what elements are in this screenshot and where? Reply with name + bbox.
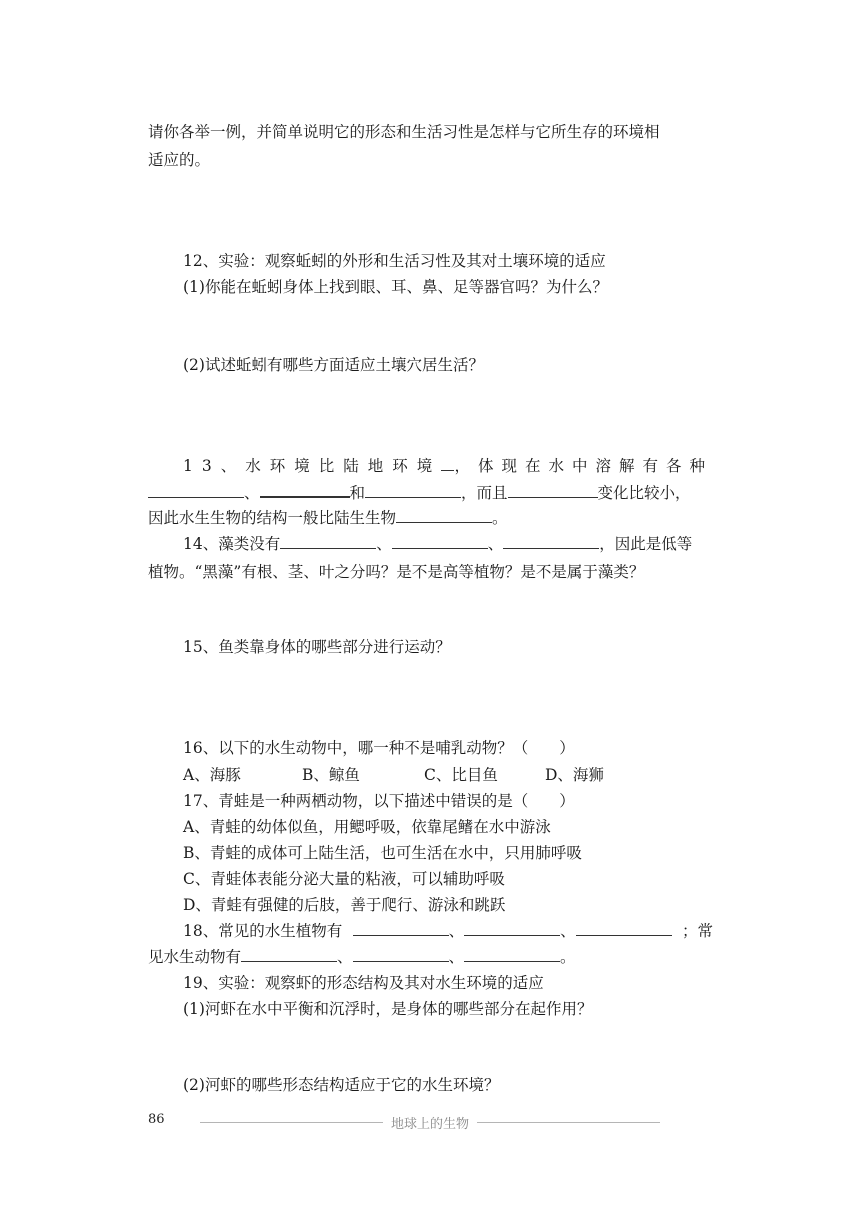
q17-option-c: C、青蛙体表能分泌大量的粘液，可以辅助呼吸 [183,870,505,888]
q13-blank-3 [260,481,350,498]
q18-blank-2 [464,920,560,936]
q13-text-1: 13、水环境比陆地环境 [183,457,442,475]
question-13-line-1 [183,455,713,477]
q13-text-6: 。 [492,509,508,527]
q13-blank-4 [365,482,461,498]
q18-sep-2: 、 [560,922,576,940]
question-12-sub-2: (2)试述蚯蚓有哪些方面适应土壤穴居生活？ [183,356,484,374]
question-18-line-2 [148,946,576,968]
q14-text-2: ，因此是低等 [599,535,693,553]
question-19-sub-1: (1)河虾在水中平衡和沉浮时，是身体的哪些部分在起作用？ [183,1000,593,1018]
q18-blank-3 [576,920,672,936]
q16-option-b: B、鲸鱼 [302,766,360,784]
q18-text-2: ；常 [681,922,713,940]
q13-blank-1 [441,455,454,471]
question-13-line-2 [148,481,691,504]
q13-blank-2 [148,482,244,498]
q13-text-2: ，体现在水中溶解有各种 [454,457,713,475]
q18-text-4: 。 [560,948,576,966]
q13-text-3: ，而且 [461,484,508,502]
question-16-title: 16、以下的水生动物中，哪一种不是哺乳动物？（ ） [183,739,575,757]
q13-blank-5 [508,482,598,498]
q13-text-5: 因此水生生物的结构一般比陆生生物 [148,509,397,527]
q17-option-b: B、青蛙的成体可上陆生活，也可生活在水中，只用肺呼吸 [183,844,582,862]
q18-blank-6 [464,946,560,962]
q13-sep-1: 、 [244,484,260,502]
q17-option-a: A、青蛙的幼体似鱼，用鳃呼吸，依靠尾鳍在水中游泳 [183,818,551,836]
q18-blank-5 [353,946,449,962]
q18-text-3: 见水生动物有 [148,948,242,966]
question-14-line-1 [183,533,692,555]
q17-option-d: D、青蛙有强健的后肢，善于爬行、游泳和跳跃 [183,896,506,914]
q18-sep-1: 、 [448,922,465,940]
intro-line-1: 请你各举一例，并简单说明它的形态和生活习性是怎样与它所生存的环境相 [148,123,660,141]
q14-sep-2: 、 [487,535,504,553]
q18-blank-1 [353,920,449,936]
question-16-options [183,764,604,786]
q16-option-a: A、海豚 [183,766,241,784]
q14-blank-1 [280,533,376,549]
footer-rule-left [200,1122,383,1123]
question-17-title: 17、青蛙是一种两栖动物，以下描述中错误的是（ ） [183,792,575,810]
question-12-title: 12、实验：观察蚯蚓的外形和生活习性及其对土壤环境的适应 [183,252,606,270]
q14-text-1: 14、藻类没有 [183,535,281,553]
intro-line-2: 适应的。 [148,151,211,169]
q13-blank-6 [396,507,492,523]
q18-blank-4 [241,946,337,962]
q18-text-1: 18、常见的水生植物有 [183,922,343,940]
footer-running-title [200,1113,660,1132]
q13-text-4: 变化比较小， [597,484,691,502]
q18-sep-4: 、 [448,948,465,966]
page-number: 86 [148,1112,165,1127]
footer-title: 地球上的生物 [391,1117,470,1132]
q16-option-d: D、海狮 [545,766,604,784]
footer-rule-right [477,1122,660,1123]
question-15-title: 15、鱼类靠身体的哪些部分进行运动？ [183,638,451,656]
q18-sep-3: 、 [337,948,353,966]
q13-and: 和 [349,484,366,502]
q14-sep-1: 、 [376,535,392,553]
question-13-line-3 [148,507,508,529]
question-19-sub-2: (2)河虾的哪些形态结构适应于它的水生环境？ [183,1076,500,1094]
question-12-sub-1: (1)你能在蚯蚓身体上找到眼、耳、鼻、足等器官吗？为什么？ [183,278,608,296]
question-19-title: 19、实验：观察虾的形态结构及其对水生环境的适应 [183,974,544,992]
question-14-line-2: 植物。“黑藻”有根、茎、叶之分吗？是不是高等植物？是不是属于藻类？ [148,563,645,581]
q14-blank-2 [392,533,488,549]
question-18-line-1 [183,920,713,942]
q16-option-c: C、比目鱼 [424,766,498,784]
q14-blank-3 [503,533,599,549]
